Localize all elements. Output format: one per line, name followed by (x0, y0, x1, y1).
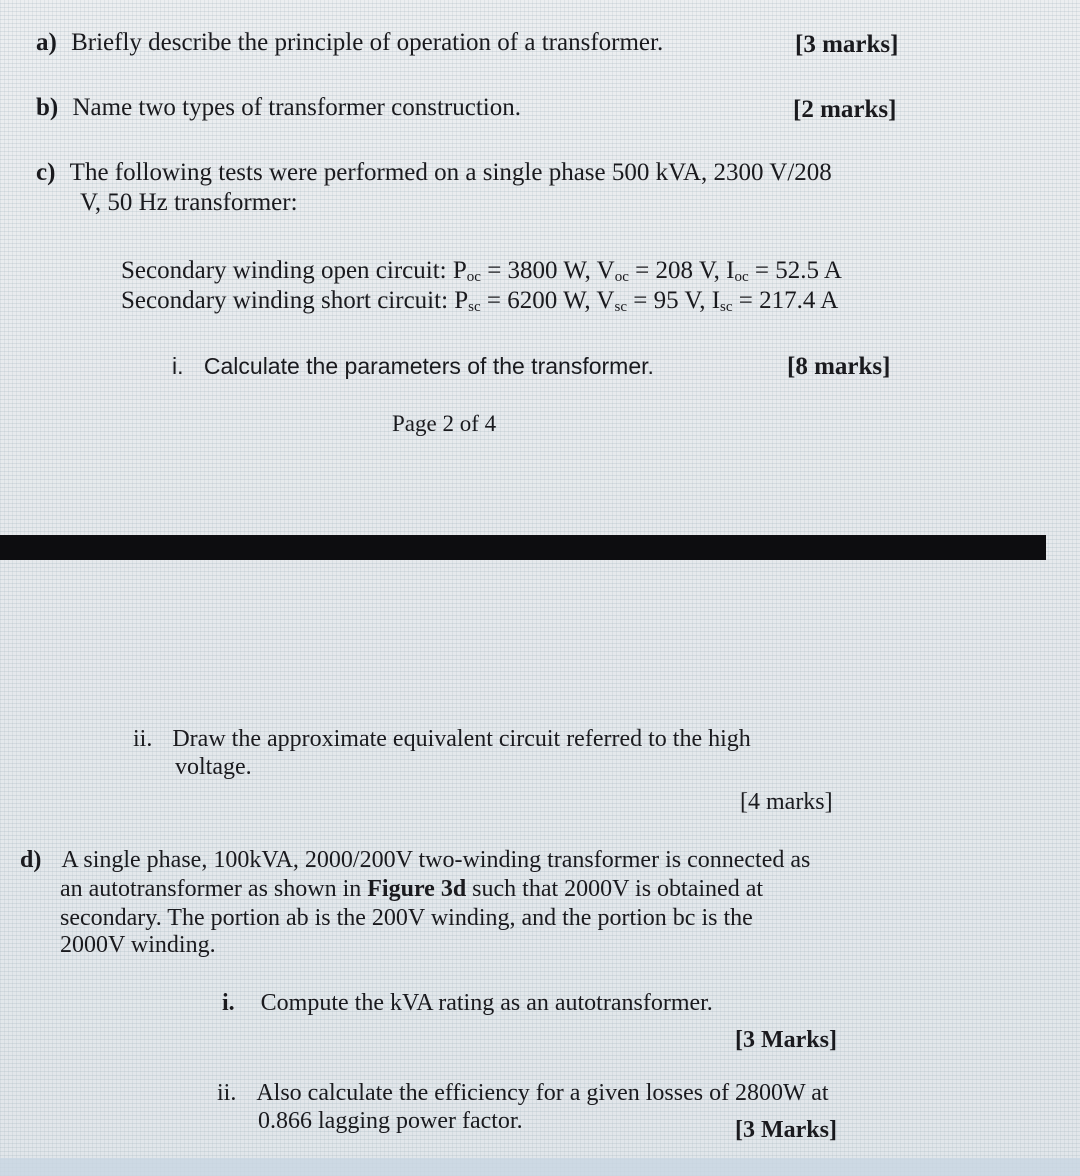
question-c-label: c) (36, 159, 56, 186)
question-d-i-marks: [3 Marks] (735, 1027, 837, 1053)
question-b (36, 93, 521, 123)
question-c-i-marks: [8 marks] (787, 353, 891, 380)
question-a-text: Briefly describe the principle of operation of a transformer. (71, 29, 664, 56)
question-b-marks: [2 marks] (793, 96, 897, 123)
question-d-line4: 2000V winding. (60, 932, 216, 958)
question-c-ii-text: Draw the approximate equivalent circuit referred to the high (172, 726, 751, 752)
question-c-line2: V, 50 Hz transformer: (80, 189, 298, 216)
question-b-text: Name two types of transformer construction. (72, 94, 521, 121)
question-d-ii-text: Also calculate the efficiency for a given losses of 2800W at (256, 1080, 829, 1106)
question-c-i-label: i. (172, 353, 184, 379)
page-divider (0, 535, 1046, 560)
question-d-ii-marks: [3 Marks] (735, 1117, 837, 1143)
question-d-line2: an autotransformer as shown in Figure 3d such that 2000V is obtained at (60, 876, 764, 902)
question-c-i (172, 351, 654, 381)
question-c-text: The following tests were performed on a single phase 500 kVA, 2300 V/208 (69, 159, 832, 186)
question-d-ii-line1 (217, 1078, 829, 1108)
question-a (36, 28, 663, 58)
question-d-ii-label: ii. (217, 1080, 237, 1106)
question-c-line1 (36, 158, 832, 188)
question-c-i-text: Calculate the parameters of the transformer. (203, 353, 654, 379)
question-d-line1 (20, 845, 810, 875)
short-circuit-test: Secondary winding short circuit: $P_{sc} = 6200$ W, $V_{sc} = 95$ V, $I_{sc} = 217.4$ A (121, 287, 839, 315)
question-c-ii-line1 (133, 724, 751, 754)
open-circuit-test: Secondary winding open circuit: $P_{oc} = 3800$ W, $V_{oc} = 208$ V, $I_{oc} = 52.5$ A (121, 257, 842, 285)
question-d-label: d) (20, 847, 42, 873)
question-b-label: b) (36, 94, 59, 121)
question-c-ii-marks: [4 marks] (740, 789, 833, 815)
question-c-ii-line2: voltage. (175, 754, 252, 780)
question-d-i (222, 988, 713, 1018)
figure-reference: Figure 3d (367, 876, 467, 902)
question-d-i-text: Compute the kVA rating as an autotransformer. (260, 990, 713, 1016)
question-d-i-label: i. (222, 990, 235, 1016)
question-a-marks: [3 marks] (795, 31, 899, 58)
question-a-label: a) (36, 29, 57, 56)
question-d-text: A single phase, 100kVA, 2000/200V two-winding transformer is connected as (61, 847, 811, 873)
screen-edge (0, 1158, 1080, 1176)
question-d-line3: secondary. The portion ab is the 200V winding, and the portion bc is the (60, 905, 753, 931)
question-d-ii-line2: 0.866 lagging power factor. (258, 1108, 523, 1134)
page-number: Page 2 of 4 (392, 411, 497, 436)
question-c-ii-label: ii. (133, 726, 153, 752)
